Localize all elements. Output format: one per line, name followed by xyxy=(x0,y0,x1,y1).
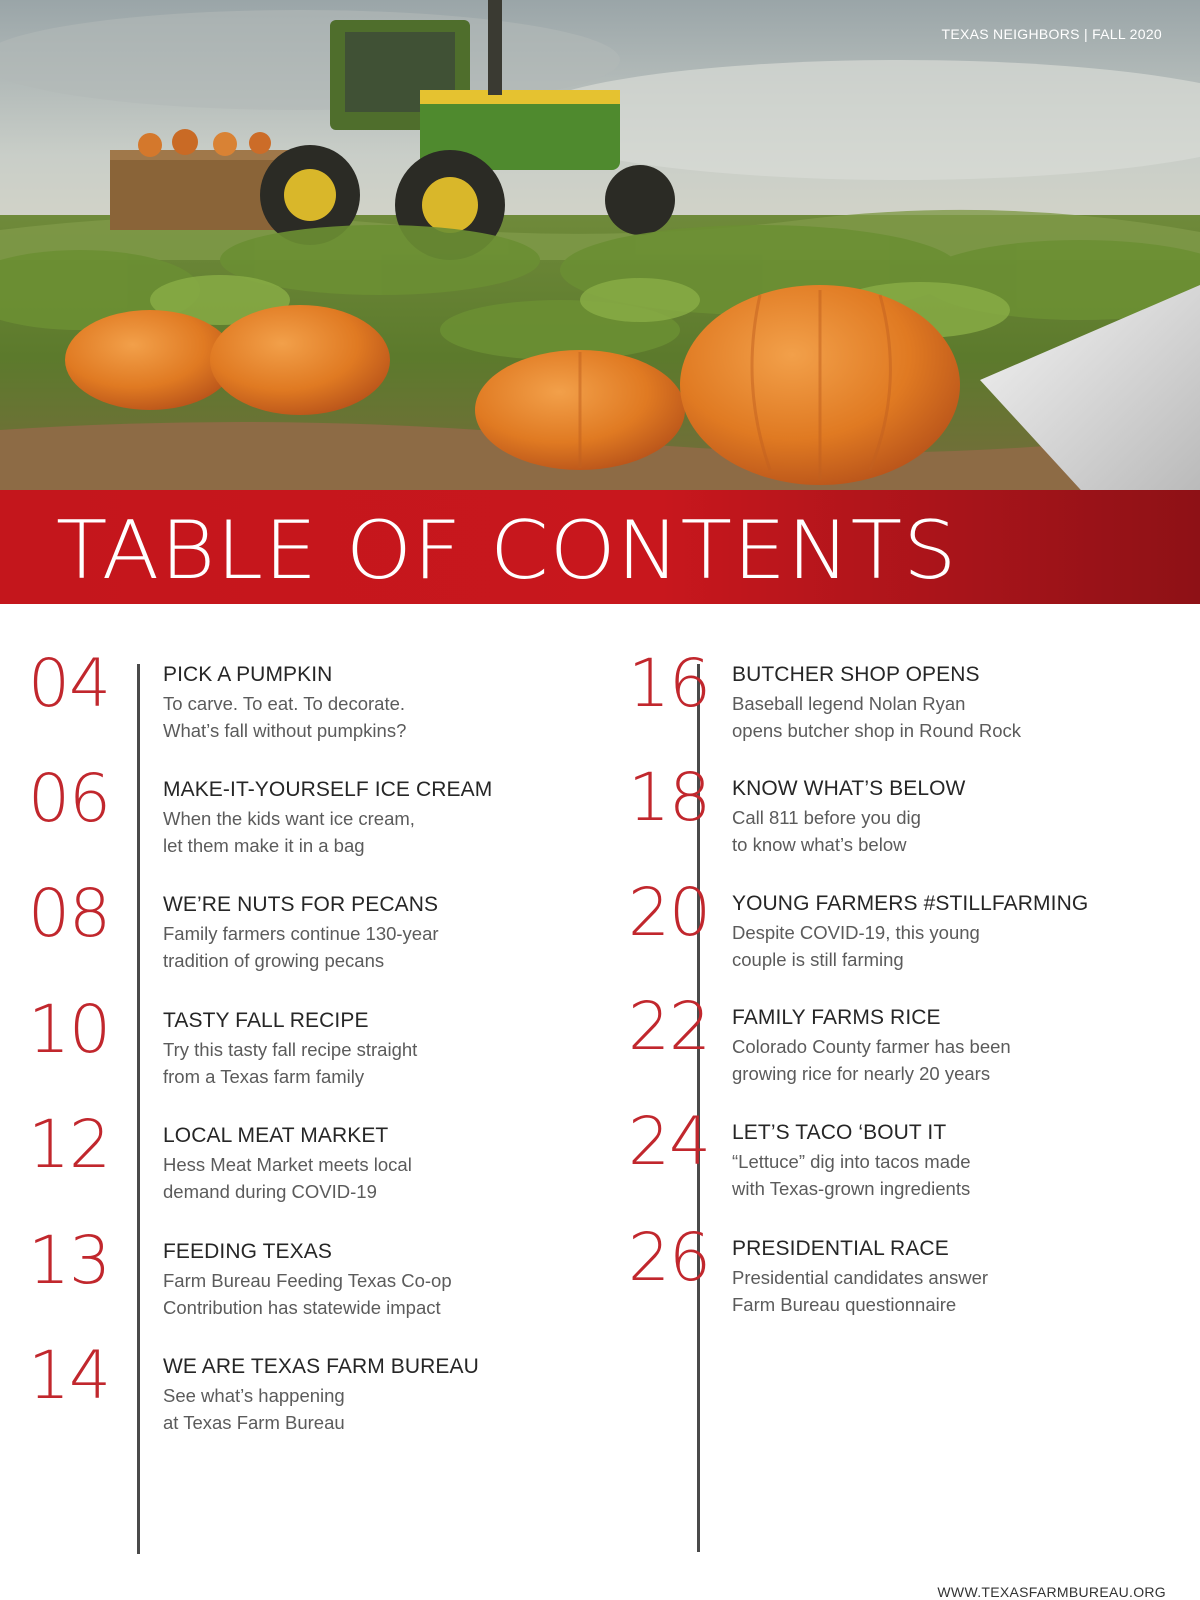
article-description xyxy=(163,1267,543,1321)
description-line: demand during COVID-19 xyxy=(163,1181,377,1202)
article-description xyxy=(163,805,543,859)
page-number: 12 xyxy=(28,1106,110,1183)
page-number: 04 xyxy=(28,645,110,722)
description-line: at Texas Farm Bureau xyxy=(163,1412,345,1433)
description-line: with Texas-grown ingredients xyxy=(732,1178,971,1199)
page-number: 22 xyxy=(628,988,710,1065)
page-number: 14 xyxy=(28,1337,110,1414)
description-line: opens butcher shop in Round Rock xyxy=(732,720,1021,741)
description-line: from a Texas farm family xyxy=(163,1066,365,1087)
article-title: FEEDING TEXAS xyxy=(163,1240,332,1263)
article-description xyxy=(732,1148,1112,1202)
article-description xyxy=(732,804,1112,858)
article-description xyxy=(732,1264,1112,1318)
page-number: 06 xyxy=(28,760,110,837)
page-number: 26 xyxy=(628,1219,710,1296)
description-line: Farm Bureau questionnaire xyxy=(732,1294,957,1315)
page-number: 13 xyxy=(28,1222,110,1299)
page-number: 08 xyxy=(28,875,110,952)
article-title: WE’RE NUTS FOR PECANS xyxy=(163,893,439,916)
article-description xyxy=(732,690,1112,744)
page-number: 16 xyxy=(628,645,710,722)
article-description xyxy=(732,1033,1112,1087)
description-line: Presidential candidates answer xyxy=(732,1267,989,1288)
article-title: LET’S TACO ‘BOUT IT xyxy=(732,1121,947,1144)
article-title: LOCAL MEAT MARKET xyxy=(163,1124,389,1147)
article-title: PRESIDENTIAL RACE xyxy=(732,1237,949,1260)
left-column-divider xyxy=(137,664,140,1554)
article-description xyxy=(163,1151,543,1205)
page-number: 24 xyxy=(628,1103,710,1180)
article-description xyxy=(163,690,543,744)
description-line: See what’s happening xyxy=(163,1385,345,1406)
pumpkin-field-illustration xyxy=(0,0,1200,500)
description-line: couple is still farming xyxy=(732,949,904,970)
description-line: tradition of growing pecans xyxy=(163,950,385,971)
description-line: growing rice for nearly 20 years xyxy=(732,1063,991,1084)
article-description xyxy=(163,920,543,974)
description-line: Farm Bureau Feeding Texas Co-op xyxy=(163,1270,452,1291)
article-title: WE ARE TEXAS FARM BUREAU xyxy=(163,1355,479,1378)
page-title: TABLE OF CONTENTS xyxy=(56,503,958,598)
description-line: Baseball legend Nolan Ryan xyxy=(732,693,966,714)
page-number: 20 xyxy=(628,874,710,951)
article-description xyxy=(163,1036,543,1090)
article-title: MAKE-IT-YOURSELF ICE CREAM xyxy=(163,778,493,801)
description-line: When the kids want ice cream, xyxy=(163,808,415,829)
description-line: let them make it in a bag xyxy=(163,835,365,856)
description-line: Family farmers continue 130-year xyxy=(163,923,439,944)
article-description xyxy=(732,919,1112,973)
description-line: Contribution has statewide impact xyxy=(163,1297,441,1318)
description-line: Try this tasty fall recipe straight xyxy=(163,1039,418,1060)
article-title: YOUNG FARMERS #STILLFARMING xyxy=(732,892,1089,915)
article-title: FAMILY FARMS RICE xyxy=(732,1006,941,1029)
page-number: 10 xyxy=(28,991,110,1068)
description-line: Call 811 before you dig xyxy=(732,807,921,828)
description-line: To carve. To eat. To decorate. xyxy=(163,693,406,714)
article-title: PICK A PUMPKIN xyxy=(163,663,333,686)
description-line: What’s fall without pumpkins? xyxy=(163,720,407,741)
article-description xyxy=(163,1382,543,1436)
description-line: to know what’s below xyxy=(732,834,907,855)
description-line: Despite COVID-19, this young xyxy=(732,922,980,943)
article-title: TASTY FALL RECIPE xyxy=(163,1009,369,1032)
hero-photo xyxy=(0,0,1200,500)
article-title: BUTCHER SHOP OPENS xyxy=(732,663,980,686)
description-line: “Lettuce” dig into tacos made xyxy=(732,1151,971,1172)
description-line: Hess Meat Market meets local xyxy=(163,1154,412,1175)
page-number: 18 xyxy=(628,759,710,836)
issue-tag: TEXAS NEIGHBORS | FALL 2020 xyxy=(941,26,1162,42)
website-url[interactable]: WWW.TEXASFARMBUREAU.ORG xyxy=(937,1584,1166,1600)
description-line: Colorado County farmer has been xyxy=(732,1036,1011,1057)
article-title: KNOW WHAT’S BELOW xyxy=(732,777,966,800)
